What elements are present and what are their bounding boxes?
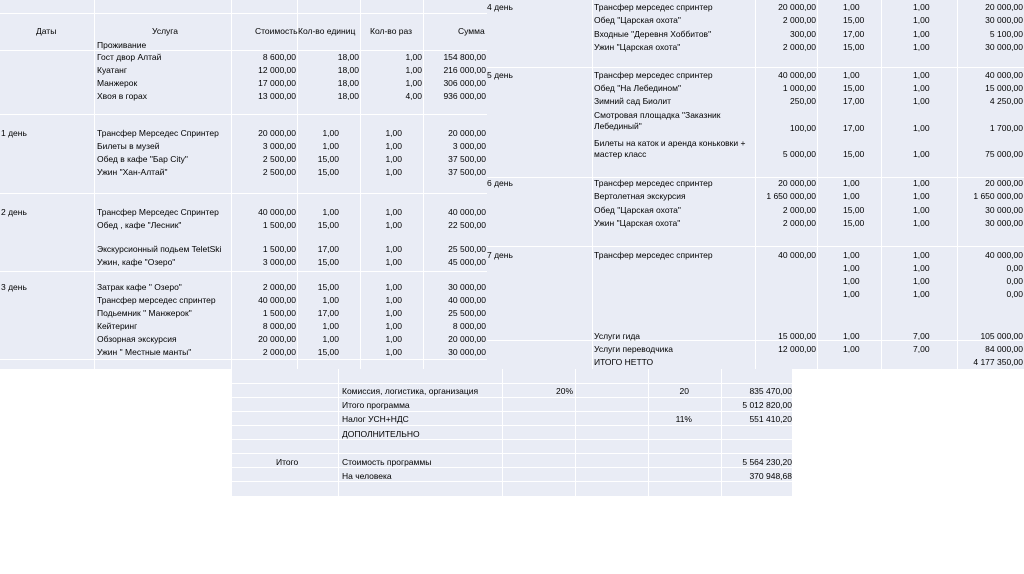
row-cost: 1 500,00 (262, 244, 296, 254)
row-cost: 15 000,00 (778, 331, 816, 341)
row-cost: 100,00 (790, 123, 816, 133)
program-total-value: 5 012 820,00 (742, 400, 792, 410)
row-units: 18,00 (337, 52, 359, 62)
row-units: 1,00 (322, 141, 339, 151)
row-units: 15,00 (843, 218, 865, 228)
row-times: 1,00 (913, 96, 930, 106)
row-cost: 12 000,00 (778, 344, 816, 354)
row-cost: 20 000,00 (258, 334, 296, 344)
row-times: 1,00 (913, 149, 930, 159)
extra-label: ДОПОЛНИТЕЛЬНО (342, 429, 420, 439)
row-times: 1,00 (913, 15, 930, 25)
row-cost: 2 500,00 (262, 167, 296, 177)
row-service: Трансфер мерседес спринтер (594, 250, 713, 260)
row-service: Куатанг (97, 65, 127, 75)
row-day: 5 день (487, 70, 513, 80)
row-units: 15,00 (317, 154, 339, 164)
row-units: 1,00 (843, 344, 860, 354)
row-sum: 20 000,00 (448, 128, 486, 138)
row-sum: 40 000,00 (985, 250, 1023, 260)
row-times: 1,00 (913, 29, 930, 39)
row-service: Ужин "Хан-Алтай" (97, 167, 168, 177)
row-cost: 40 000,00 (258, 207, 296, 217)
row-units: 17,00 (843, 29, 865, 39)
row-sum: 20 000,00 (985, 2, 1023, 12)
row-units: 15,00 (317, 167, 339, 177)
row-sum: 0,00 (1006, 289, 1023, 299)
row-units: 1,00 (843, 289, 860, 299)
commission-num: 20 (679, 386, 689, 396)
row-service: Вертолетная экскурсия (594, 191, 686, 201)
row-cost: 40 000,00 (778, 70, 816, 80)
row-units: 17,00 (843, 96, 865, 106)
row-sum: 936 000,00 (443, 91, 486, 101)
commission-value: 835 470,00 (749, 386, 792, 396)
row-cost: 2 000,00 (782, 218, 816, 228)
row-sum: 40 000,00 (448, 295, 486, 305)
row-times: 1,00 (385, 282, 402, 292)
accommodation-label: Проживание (97, 40, 147, 50)
row-cost: 13 000,00 (258, 91, 296, 101)
row-times: 1,00 (385, 207, 402, 217)
row-sum: 1 700,00 (989, 123, 1023, 133)
row-sum: 15 000,00 (985, 83, 1023, 93)
per-person-value: 370 948,68 (749, 471, 792, 481)
row-units: 15,00 (317, 220, 339, 230)
row-service: ИТОГО НЕТТО (594, 357, 654, 367)
row-cost: 2 000,00 (782, 205, 816, 215)
row-cost: 1 650 000,00 (766, 191, 816, 201)
row-units: 1,00 (843, 178, 860, 188)
header-service: Услуга (152, 26, 178, 36)
row-sum: 30 000,00 (448, 282, 486, 292)
row-times: 1,00 (385, 244, 402, 254)
row-units: 15,00 (843, 15, 865, 25)
row-times: 1,00 (385, 220, 402, 230)
row-units: 15,00 (843, 149, 865, 159)
row-service: Манжерок (97, 78, 138, 88)
row-sum: 30 000,00 (448, 347, 486, 357)
row-sum: 37 500,00 (448, 167, 486, 177)
row-cost: 12 000,00 (258, 65, 296, 75)
row-times: 1,00 (385, 167, 402, 177)
row-times: 1,00 (913, 250, 930, 260)
row-cost: 8 000,00 (262, 321, 296, 331)
row-service: Обед "Царская охота" (594, 15, 681, 25)
tax-value: 551 410,20 (749, 414, 792, 424)
row-sum: 30 000,00 (985, 205, 1023, 215)
row-times: 1,00 (913, 191, 930, 201)
row-units: 1,00 (322, 321, 339, 331)
row-times: 1,00 (385, 257, 402, 267)
row-sum: 5 100,00 (989, 29, 1023, 39)
row-cost: 2 000,00 (782, 15, 816, 25)
row-cost: 3 000,00 (262, 257, 296, 267)
row-service: Трансфер Мерседес Спринтер (97, 207, 219, 217)
row-units: 1,00 (843, 191, 860, 201)
row-sum: 84 000,00 (985, 344, 1023, 354)
row-sum: 30 000,00 (985, 218, 1023, 228)
row-units: 17,00 (843, 123, 865, 133)
row-day: 2 день (1, 207, 27, 217)
row-units: 1,00 (843, 331, 860, 341)
summary-table (232, 369, 792, 496)
row-times: 1,00 (405, 52, 422, 62)
row-times: 1,00 (913, 289, 930, 299)
row-sum: 3 000,00 (452, 141, 486, 151)
row-sum: 154 800,00 (443, 52, 486, 62)
row-times: 1,00 (385, 334, 402, 344)
row-service: Входные "Деревня Хоббитов" (594, 29, 712, 39)
left-table (0, 0, 487, 369)
row-service: Обед в кафе "Бар City" (97, 154, 188, 164)
row-times: 1,00 (405, 65, 422, 75)
row-units: 18,00 (337, 91, 359, 101)
row-sum: 4 250,00 (989, 96, 1023, 106)
row-cost: 2 500,00 (262, 154, 296, 164)
row-sum: 22 500,00 (448, 220, 486, 230)
row-units: 17,00 (317, 244, 339, 254)
row-sum: 75 000,00 (985, 149, 1023, 159)
row-day: 1 день (1, 128, 27, 138)
row-units: 1,00 (322, 295, 339, 305)
row-sum: 25 500,00 (448, 244, 486, 254)
row-sum: 20 000,00 (985, 178, 1023, 188)
row-units: 15,00 (843, 42, 865, 52)
tax-label: Налог УСН+НДС (342, 414, 409, 424)
row-sum: 40 000,00 (448, 207, 486, 217)
row-service: Подьемник " Манжерок" (97, 308, 192, 318)
row-times: 1,00 (913, 276, 930, 286)
row-day: 7 день (487, 250, 513, 260)
row-sum: 4 177 350,00 (973, 357, 1023, 367)
row-cost: 1 500,00 (262, 220, 296, 230)
row-service: Зимний сад Биолит (594, 96, 672, 106)
row-sum: 105 000,00 (980, 331, 1023, 341)
row-service: Затрак кафе " Озеро" (97, 282, 182, 292)
row-cost: 2 000,00 (262, 347, 296, 357)
right-table (487, 0, 1024, 369)
row-sum: 30 000,00 (985, 42, 1023, 52)
row-service: Ужин, кафе "Озеро" (97, 257, 176, 267)
row-times: 1,00 (913, 83, 930, 93)
row-times: 1,00 (385, 321, 402, 331)
row-times: 1,00 (913, 70, 930, 80)
row-service: Ужин "Царская охота" (594, 218, 681, 228)
row-service: Трансфер мерседес спринтер (594, 70, 713, 80)
row-service: Ужин "Царская охота" (594, 42, 681, 52)
header-dates: Даты (36, 26, 57, 36)
row-units: 15,00 (317, 282, 339, 292)
row-sum: 0,00 (1006, 263, 1023, 273)
row-sum: 25 500,00 (448, 308, 486, 318)
row-cost: 20 000,00 (778, 178, 816, 188)
program-cost-label: Стоимость программы (342, 457, 432, 467)
row-day: 4 день (487, 2, 513, 12)
per-person-label: На человека (342, 471, 392, 481)
row-sum: 8 000,00 (452, 321, 486, 331)
row-units: 1,00 (843, 276, 860, 286)
row-service: Билеты на каток и аренда коньковки + мастер класс (594, 138, 746, 159)
row-cost: 40 000,00 (258, 295, 296, 305)
header-units: Кол-во единиц (298, 26, 356, 36)
row-service: Услуги переводчика (594, 344, 674, 354)
row-cost: 8 600,00 (262, 52, 296, 62)
row-times: 1,00 (385, 128, 402, 138)
program-total-label: Итого программа (342, 400, 410, 410)
tax-pct: 11% (675, 414, 692, 424)
row-units: 15,00 (843, 83, 865, 93)
commission-label: Комиссия, логистика, организация (342, 386, 479, 396)
row-cost: 17 000,00 (258, 78, 296, 88)
row-service: Кейтеринг (97, 321, 138, 331)
row-day: 6 день (487, 178, 513, 188)
program-cost-value: 5 564 230,20 (742, 457, 792, 467)
row-times: 7,00 (913, 344, 930, 354)
header-sum: Сумма (458, 26, 485, 36)
row-times: 1,00 (385, 347, 402, 357)
row-cost: 1 000,00 (782, 83, 816, 93)
row-times: 1,00 (913, 263, 930, 273)
row-cost: 20 000,00 (778, 2, 816, 12)
row-sum: 45 000,00 (448, 257, 486, 267)
row-service: Экскурсионный подьем TeletSki (97, 244, 222, 254)
row-times: 1,00 (913, 42, 930, 52)
commission-pct: 20% (555, 386, 573, 396)
row-units: 1,00 (322, 128, 339, 138)
row-times: 1,00 (913, 123, 930, 133)
row-units: 15,00 (317, 347, 339, 357)
row-service: Хвоя в горах (97, 91, 148, 101)
row-service: Трансфер мерседес спринтер (594, 2, 713, 12)
row-units: 1,00 (843, 263, 860, 273)
row-times: 1,00 (405, 78, 422, 88)
row-service: Трансфер Мерседес Спринтер (97, 128, 219, 138)
row-units: 15,00 (843, 205, 865, 215)
row-service: Трансфер мерседес спринтер (97, 295, 216, 305)
row-units: 18,00 (337, 78, 359, 88)
row-sum: 20 000,00 (448, 334, 486, 344)
row-service: Гост двор Алтай (97, 52, 162, 62)
row-service: Обзорная экскурсия (97, 334, 177, 344)
row-times: 1,00 (385, 154, 402, 164)
row-cost: 300,00 (790, 29, 816, 39)
row-units: 1,00 (322, 207, 339, 217)
row-cost: 5 000,00 (782, 149, 816, 159)
row-sum: 30 000,00 (985, 15, 1023, 25)
row-service: Смотровая площадка "Заказник Лебединый" (594, 110, 721, 131)
row-sum: 40 000,00 (985, 70, 1023, 80)
row-service: Трансфер мерседес спринтер (594, 178, 713, 188)
row-times: 1,00 (913, 2, 930, 12)
row-service: Билеты в музей (97, 141, 160, 151)
row-units: 1,00 (843, 250, 860, 260)
row-sum: 0,00 (1006, 276, 1023, 286)
itogo-label: Итого (276, 457, 299, 467)
row-units: 15,00 (317, 257, 339, 267)
row-sum: 306 000,00 (443, 78, 486, 88)
row-cost: 250,00 (790, 96, 816, 106)
row-service: Услуги гида (594, 331, 641, 341)
row-units: 1,00 (843, 2, 860, 12)
row-sum: 37 500,00 (448, 154, 486, 164)
row-times: 1,00 (385, 141, 402, 151)
row-units: 1,00 (322, 334, 339, 344)
row-cost: 2 000,00 (782, 42, 816, 52)
header-times: Кол-во раз (370, 26, 413, 36)
row-times: 1,00 (913, 218, 930, 228)
row-times: 1,00 (385, 295, 402, 305)
row-service: Обед "На Лебедином" (594, 83, 682, 93)
row-service: Обед , кафе "Лесник" (97, 220, 182, 230)
row-day: 3 день (1, 282, 27, 292)
row-cost: 2 000,00 (262, 282, 296, 292)
row-cost: 1 500,00 (262, 308, 296, 318)
row-units: 1,00 (843, 70, 860, 80)
row-sum: 216 000,00 (443, 65, 486, 75)
row-times: 1,00 (913, 178, 930, 188)
row-units: 17,00 (317, 308, 339, 318)
row-cost: 20 000,00 (258, 128, 296, 138)
row-times: 1,00 (913, 205, 930, 215)
row-service: Обед "Царская охота" (594, 205, 681, 215)
header-cost: Стоимость (255, 26, 298, 36)
row-units: 18,00 (337, 65, 359, 75)
row-sum: 1 650 000,00 (973, 191, 1023, 201)
row-times: 4,00 (405, 91, 422, 101)
row-service: Ужин " Местные манты" (97, 347, 192, 357)
row-cost: 3 000,00 (262, 141, 296, 151)
row-times: 1,00 (385, 308, 402, 318)
row-times: 7,00 (913, 331, 930, 341)
row-cost: 40 000,00 (778, 250, 816, 260)
